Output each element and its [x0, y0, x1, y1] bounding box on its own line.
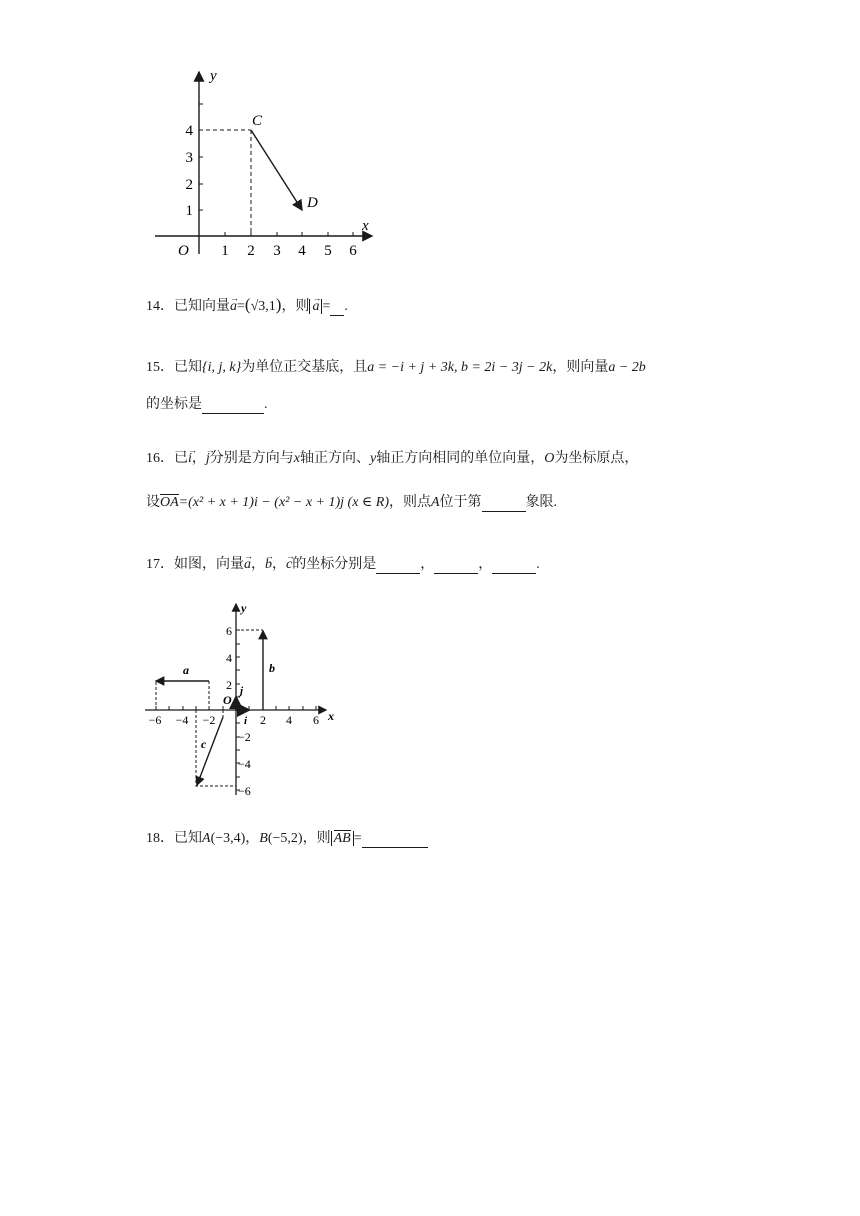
vector-c-label: c	[201, 737, 207, 751]
x-tick-label: 2	[260, 713, 266, 727]
question-number: 18．	[146, 831, 174, 846]
x-tick-label: −6	[148, 713, 162, 727]
question-14: 14．已知向量→ a=(√3,1)，则→ a = .	[146, 296, 348, 316]
x-tick-label: 4	[298, 243, 306, 259]
question-number: 17．	[146, 557, 174, 572]
question-17: 17．如图，向量→ a，→ b，→ c的坐标分别是 ， ， .	[146, 556, 540, 574]
x-tick-label: 6	[349, 243, 357, 259]
answer-blank[interactable]	[482, 511, 526, 512]
x-tick-label: 5	[324, 243, 332, 259]
x-tick-label: −2	[202, 713, 216, 727]
question-15-line-2: 的坐标是 .	[146, 397, 268, 412]
y-tick-label: 4	[185, 123, 193, 139]
y-tick-label: −6	[238, 784, 251, 798]
question-16: 16．已→ i，→ j分别是方向与x轴正方向、y轴正方向相同的单位向量，O为坐标原点，	[146, 450, 638, 468]
answer-blank[interactable]	[202, 413, 264, 414]
answer-blank[interactable]	[434, 573, 478, 574]
y-tick-label: 6	[226, 624, 232, 638]
y-tick-label: 2	[185, 177, 193, 193]
x-tick-label: 3	[273, 243, 281, 259]
answer-blank[interactable]	[330, 315, 344, 316]
question-15: 15．已知{i, j, k}为单位正交基底，且a = −i + j + 3k, b = 2i − 3j − 2k，则向量a − 2b	[146, 360, 646, 375]
y-axis-label: y	[241, 601, 247, 615]
origin-label: O	[223, 693, 232, 707]
vector-cd	[251, 130, 302, 210]
y-tick-label: 1	[185, 203, 193, 219]
y-tick-label: 2	[226, 678, 232, 692]
x-tick-label: 1	[221, 243, 229, 259]
x-tick-label: −4	[175, 713, 189, 727]
point-c-label: C	[252, 113, 263, 129]
origin-label: O	[178, 243, 189, 259]
question-number: 16．	[146, 451, 174, 466]
x-axis-label: x	[362, 218, 369, 234]
dashed-guide-a	[156, 681, 209, 710]
y-tick-label: 4	[226, 651, 232, 665]
question-number: 15．	[146, 360, 174, 375]
question-18: 18．已知A(−3,4)，B(−5,2)，则 AB =	[146, 830, 428, 848]
vector-c	[197, 717, 223, 785]
figure-2-vector-plot	[140, 600, 350, 800]
point-d-label: D	[307, 195, 318, 211]
figure-1-coordinate-plot	[150, 62, 380, 262]
question-number: 14．	[146, 299, 174, 314]
y-axis-label: y	[210, 68, 217, 84]
answer-blank[interactable]	[376, 573, 420, 574]
x-tick-label: 6	[313, 713, 319, 727]
answer-blank[interactable]	[492, 573, 536, 574]
y-tick-label: −2	[238, 730, 251, 744]
vector-a-label: a	[183, 663, 189, 677]
x-tick-label: 2	[247, 243, 255, 259]
vector-i-label: i	[244, 715, 248, 727]
answer-blank[interactable]	[362, 847, 428, 848]
vector-j-label: j	[240, 685, 244, 697]
y-tick-label: −4	[238, 757, 251, 771]
x-tick-label: 4	[286, 713, 292, 727]
vector-b-label: b	[269, 661, 275, 675]
x-axis-label: x	[328, 709, 334, 723]
y-tick-label: 3	[185, 150, 193, 166]
question-16-line-2: 设OA=(x² + x + 1)i − (x² − x + 1)j (x ∈ R)，则点A位于第 象限.	[146, 495, 558, 510]
